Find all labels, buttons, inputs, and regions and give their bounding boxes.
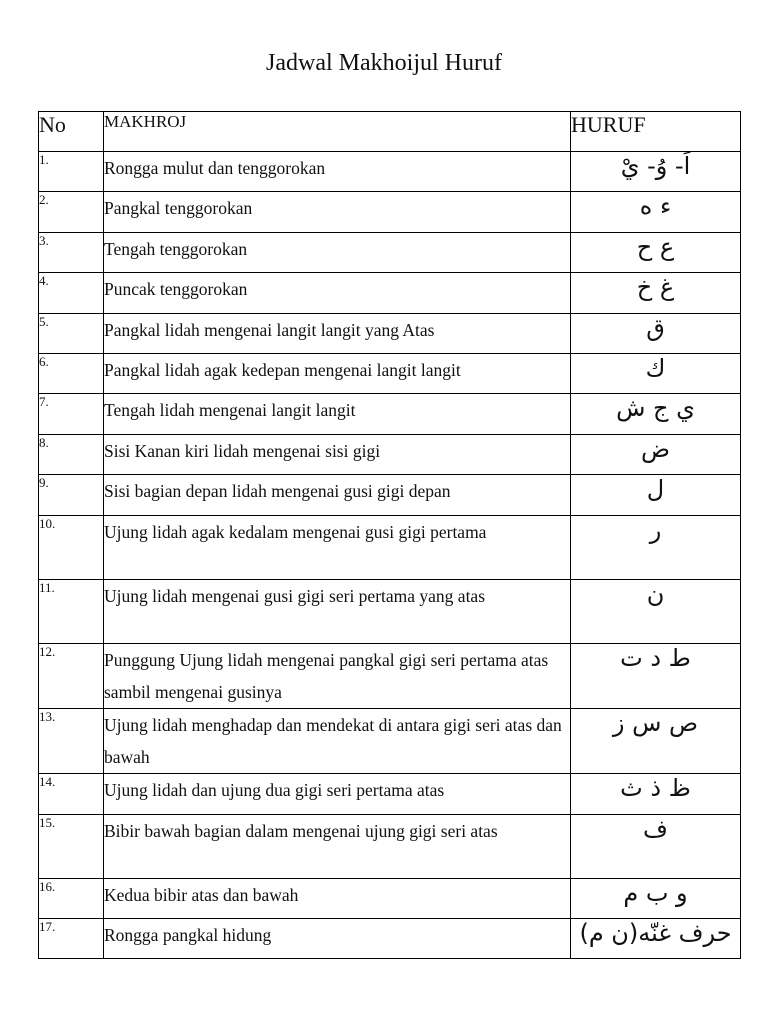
row-number: 2. bbox=[39, 192, 104, 233]
row-makhroj: Ujung lidah dan ujung dua gigi seri pertama atas bbox=[104, 774, 571, 815]
row-number: 13. bbox=[39, 709, 104, 774]
row-number: 7. bbox=[39, 394, 104, 435]
row-makhroj: Tengah lidah mengenai langit langit bbox=[104, 394, 571, 435]
header-huruf: HURUF bbox=[571, 112, 741, 152]
row-makhroj: Ujung lidah agak kedalam mengenai gusi gigi pertama bbox=[104, 516, 571, 580]
row-huruf: ن bbox=[571, 580, 741, 644]
row-makhroj: Pangkal tenggorokan bbox=[104, 192, 571, 233]
table-row bbox=[39, 815, 741, 879]
row-makhroj: Tengah tenggorokan bbox=[104, 233, 571, 273]
row-huruf: ل bbox=[571, 475, 741, 516]
row-makhroj: Sisi Kanan kiri lidah mengenai sisi gigi bbox=[104, 435, 571, 475]
row-number: 15. bbox=[39, 815, 104, 879]
row-makhroj: Pangkal lidah mengenai langit langit yang Atas bbox=[104, 314, 571, 354]
table-row bbox=[39, 879, 741, 919]
header-makhroj: MAKHROJ bbox=[104, 112, 571, 152]
row-number: 11. bbox=[39, 580, 104, 644]
makhraj-table bbox=[38, 111, 741, 959]
row-huruf: حرف غنّه(ن م) bbox=[571, 919, 741, 959]
row-huruf: ر bbox=[571, 516, 741, 580]
row-number: 10. bbox=[39, 516, 104, 580]
table-row bbox=[39, 233, 741, 273]
table-row bbox=[39, 919, 741, 959]
row-huruf: ض bbox=[571, 435, 741, 475]
row-makhroj: Punggung Ujung lidah mengenai pangkal gigi seri pertama atas sambil mengenai gusinya bbox=[104, 644, 571, 709]
row-makhroj: Kedua bibir atas dan bawah bbox=[104, 879, 571, 919]
row-number: 14. bbox=[39, 774, 104, 815]
row-makhroj: Sisi bagian depan lidah mengenai gusi gigi depan bbox=[104, 475, 571, 516]
row-makhroj: Pangkal lidah agak kedepan mengenai langit langit bbox=[104, 354, 571, 394]
row-makhroj: Rongga mulut dan tenggorokan bbox=[104, 152, 571, 192]
row-huruf: ء ه bbox=[571, 192, 741, 233]
table-header-row bbox=[39, 112, 741, 152]
table-row bbox=[39, 152, 741, 192]
row-makhroj: Ujung lidah menghadap dan mendekat di antara gigi seri atas dan bawah bbox=[104, 709, 571, 774]
table-row bbox=[39, 354, 741, 394]
row-huruf: ي ج ش bbox=[571, 394, 741, 435]
row-number: 16. bbox=[39, 879, 104, 919]
row-huruf: ط د ت bbox=[571, 644, 741, 709]
row-number: 5. bbox=[39, 314, 104, 354]
row-huruf: ص س ز bbox=[571, 709, 741, 774]
table-row bbox=[39, 192, 741, 233]
row-number: 3. bbox=[39, 233, 104, 273]
row-number: 12. bbox=[39, 644, 104, 709]
row-huruf: اَ- وُ- يْ bbox=[571, 152, 741, 192]
row-number: 8. bbox=[39, 435, 104, 475]
table-row bbox=[39, 273, 741, 314]
row-number: 17. bbox=[39, 919, 104, 959]
row-makhroj: Puncak tenggorokan bbox=[104, 273, 571, 314]
row-huruf: ك bbox=[571, 354, 741, 394]
table-row bbox=[39, 314, 741, 354]
row-number: 1. bbox=[39, 152, 104, 192]
header-no: No bbox=[39, 112, 104, 152]
row-huruf: ف bbox=[571, 815, 741, 879]
table-row bbox=[39, 774, 741, 815]
page-title: Jadwal Makhoijul Huruf bbox=[266, 50, 502, 76]
table-row bbox=[39, 580, 741, 644]
table-row bbox=[39, 516, 741, 580]
table-row bbox=[39, 709, 741, 774]
table-row bbox=[39, 394, 741, 435]
row-huruf: ع ح bbox=[571, 233, 741, 273]
row-makhroj: Rongga pangkal hidung bbox=[104, 919, 571, 959]
row-huruf: ظ ذ ث bbox=[571, 774, 741, 815]
row-huruf: غ خ bbox=[571, 273, 741, 314]
row-makhroj: Bibir bawah bagian dalam mengenai ujung gigi seri atas bbox=[104, 815, 571, 879]
table-row bbox=[39, 435, 741, 475]
row-number: 9. bbox=[39, 475, 104, 516]
table-row bbox=[39, 475, 741, 516]
row-huruf: ق bbox=[571, 314, 741, 354]
row-number: 6. bbox=[39, 354, 104, 394]
row-huruf: و ب م bbox=[571, 879, 741, 919]
row-number: 4. bbox=[39, 273, 104, 314]
table-row bbox=[39, 644, 741, 709]
row-makhroj: Ujung lidah mengenai gusi gigi seri pertama yang atas bbox=[104, 580, 571, 644]
